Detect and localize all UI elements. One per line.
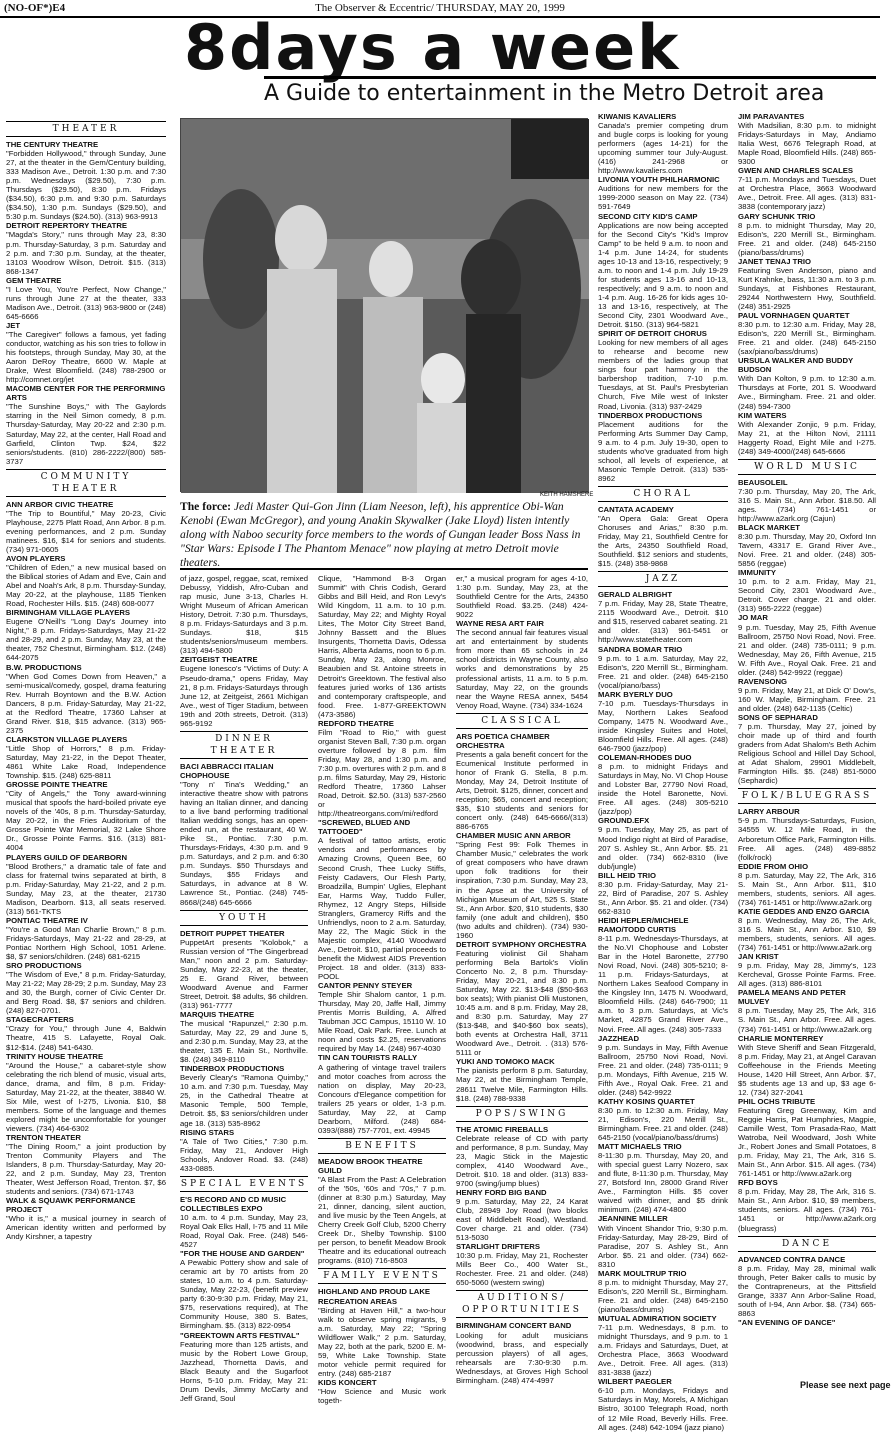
listing-entry (6, 1196, 166, 1241)
listing-entry (6, 1133, 166, 1196)
listing-entry (738, 1034, 876, 1097)
caption-rule (180, 568, 588, 570)
listing-entry (598, 112, 728, 175)
listing-text: 9 p.m. to 1 a.m. Saturday, May 22, Edison's, 220 Merrill St., Birmingham. Free. 21 and older. (248) 645-2150 (vocal/piano/bass) (598, 653, 728, 690)
listing-entry (598, 916, 728, 1034)
listing-text: 5-9 p.m. Thursdays-Saturdays, Fusion, 34555 W. 12 Mile Road, in the Arboretum Office Park, Farmington Hills. Free. All ages. (248) 489-8852 (folk/rock) (738, 816, 876, 862)
listing-text: "The Caregiver" follows a famous, yet fading conductor, watching as his son tries to follow in his footsteps, through Sunday, May 30, at the Aaron DeRoy Theatre, 6600 W. Maple at Drake, West Bloomfield. (248) 788-2900 or http://comnet.org/jet (6, 329, 166, 385)
listing-text: "Around the House," a cabaret-style show celebrating the rich blend of music, visual arts, dance, drama, and film, 8 p.m. Friday-Saturday, May 21-22, at the theater, 38840 W. Six Mile, west of I-275, Livonia. $10, $8 members. Some of the language and themes explored might be uncomfortable for younger viewers. (734) 464-6302 (6, 1060, 166, 1133)
listing-text: "Crazy for You," through June 4, Baldwin Theatre, 415 S. Lafayette, Royal Oak. $12-$14. (248) 541-6430. (6, 1024, 166, 1052)
listing-entry (456, 1125, 588, 1188)
listing-entry (456, 1057, 588, 1102)
listing-entry (738, 862, 876, 907)
listing-text: Celebrate release of CD with party and performance, 8 p.m. Sunday, May 23, Magic Stick in the Majestic complex, 4140 Woodward Ave., Detroit. $10. 18 and older. (313) 833-9700 (swing/jump blues) (456, 1133, 588, 1188)
column-2 (180, 574, 308, 1403)
listing-entry (738, 257, 876, 311)
listing-entry (598, 1142, 728, 1214)
listing-name: TRINITY HOUSE THEATRE (6, 1051, 104, 1061)
listing-name: JANET TENAJ TRIO (738, 256, 812, 266)
listing-entry (598, 1214, 728, 1268)
listing-name: "FOR THE HOUSE AND GARDEN" (180, 1249, 305, 1259)
listing-entry (318, 574, 446, 719)
listing-text: "Forbidden Hollywood," through Sunday, June 27, at the theater in the Gem/Century building, 333 Madison Ave., Detroit. 1:30 p.m. and 7:30 p.m. Wednesdays ($29.50), 7:30 p.m. Thursdays ($29.50), 8:30 p.m. Fridays ($34.50), 6:30 p.m. and 9:30 p.m. Saturdays ($34.50), 1:30 p.m. Sundays ($29.50), and 5:30 p.m. Sundays ($24.50). (313) 963-9913 (6, 149, 166, 222)
listing-name: SONS OF SEPHARAD (738, 713, 818, 722)
listing-entry (6, 140, 166, 221)
listing-name: CANTOR PENNY STEYER (318, 981, 413, 991)
listing-name: RAVENSONG (738, 676, 787, 686)
column-1 (6, 118, 166, 1390)
listing-entry (738, 478, 876, 523)
listing-text: "Children of Eden," a new musical based on the Biblical stories of Adam and Eve, Cain and Abel and Noah's Ark, 8 p.m. Thursday-Sunday, May 20-22, at the playhouse, 1185 Tienken Road, Rochester Hills. $15. (248) 608-0077 (6, 563, 166, 609)
listing-name: BILL HEID TRIO (598, 870, 656, 880)
listing-entry (738, 1178, 876, 1232)
listing-text: "The Trip to Bountiful," May 20-23, Civic Playhouse, 2275 Platt Road, Ann Arbor. 8 p.m. evening performances, and 2 p.m. Sunday matinees. $16, $14 for seniors and students. (734) 971-0605 (6, 508, 166, 554)
listing-entry (180, 1010, 308, 1064)
listing-entry (738, 713, 876, 785)
listing-name: BLACK MARKET (738, 523, 800, 533)
listing-name: CANTATA ACADEMY (598, 504, 674, 514)
listing-entry (6, 663, 166, 735)
listing-name: CHAMBER MUSIC ANN ARBOR (456, 831, 571, 841)
listing-entry (318, 818, 446, 981)
listing-text: Canada's premier competing drum and bugle corps is looking for young performers (ages 14-21) for the upcoming summer tour July-August. (416) 241-2968 or http://www.kavaliers.com (598, 121, 728, 176)
listing-entry (6, 961, 166, 1015)
listing-text: With Steve Sheriff and Sean Fitzgerald, 8 p.m. Friday, May 21, at Angel Caravan Coffeehouse in the Friends Meeting House, 1420 Hill Street, Ann Arbor. $7, $5 students age 13 and up, $3 age 6-12. (734) 327-2041 (738, 1042, 876, 1097)
listing-name: KIDS KONCERT (318, 1377, 377, 1387)
listing-name: COLEMAN-RHODES DUO (598, 753, 692, 763)
listing-text: 10 p.m. to 2 a.m. Friday, May 21, Second City, 2301 Woodward Ave., Detroit. Cover charge. 21 and older. (313) 965-2222 (reggae) (738, 577, 876, 614)
listing-entry (318, 1157, 446, 1266)
listing-name: STAGECRAFTERS (6, 1015, 74, 1025)
listing-name: CLARKSTON VILLAGE PLAYERS (6, 734, 128, 744)
listing-text: The pianists perform 8 p.m. Saturday, May 22, at the Birmingham Temple, 28611 Twelve Mile, Farmington Hills. $18. (248) 788-9338 (456, 1066, 588, 1103)
listing-name: E'S RECORD AND CD MUSIC COLLECTIBLES EXPO (180, 1194, 287, 1213)
photo-caption (180, 500, 588, 569)
listing-name: JO MAR (738, 613, 768, 623)
column-5 (598, 112, 728, 1432)
movie-still-illustration (181, 119, 589, 493)
listing-text: "How Science and Music work togeth- (318, 1386, 446, 1406)
listing-text: With Vincent Shandor Trio, 9:30 p.m. Friday-Saturday, May 28-29, Bird of Paradise, 207 S. Ashley St., Ann Arbor. $5. 21 and older. (734) 662-8310 (598, 1223, 728, 1269)
listing-name: JAZZHEAD (598, 1033, 640, 1043)
listing-entry (6, 1052, 166, 1133)
listing-text: 8 p.m. to midnight Fridays and Saturdays in May, No. VI Chop House and Lobster Bar, 27790 Novi Road, inside the Hotel Baronette, Novi. Free. All ages. (248) 305-5210 (jazz/pop) (598, 762, 728, 817)
listing-text: 8-11 p.m. Wednesdays-Thursdays, at the No.VI Chophouse and Lobster Bar in the Hotel Baronette, 27790 Novi Road, Novi. (248) 305-5210; 8-11 p.m. Fridays-Saturdays, at Northern Lakes Seafood Company in the Kingsley Inn, 1475 N. Woodward, Bloomfield Hills. (248) 646-7900; 11 a.m. to 3 p.m. Saturdays, at Vic's Market, 42875 Grand River Ave., Novi. Free. All ages. (248) 305-7333 (598, 934, 728, 1034)
listing-name: DETROIT PUPPET THEATER (180, 928, 285, 938)
section-heading: JAZZ (598, 571, 728, 587)
listing-name: THE ATOMIC FIREBALLS (456, 1124, 549, 1134)
listing-name: DETROIT SYMPHONY ORCHESTRA (456, 939, 587, 949)
masthead-rule (264, 76, 876, 79)
listing-name: JEANNINE MILLER (598, 1214, 668, 1224)
caption-lead: The force: (180, 500, 231, 513)
listing-text: PuppetArt presents "Kolobok," a Russian version of "The Gingerbread Man," noon and 2 p.m. Saturday-Sunday, May 22-23, at the theater, 25 E. Grand River, between Woodward Avenue and Farmer Street, Detroit. $8 adults, $6 children. (313) 961-7777 (180, 937, 308, 1010)
section-heading: YOUTH (180, 910, 308, 926)
section-heading: CLASSICAL (456, 713, 588, 729)
listing-name: RFD BOYS (738, 1178, 778, 1188)
star-wars-photo (180, 118, 588, 492)
listing-entry (738, 568, 876, 613)
section-heading: COMMUNITY THEATER (6, 469, 166, 497)
listing-text: Auditions for new members for the 1999-2000 season on May 22. (734) 591-7649 (598, 184, 728, 212)
listing-name: GWEN AND CHARLES SCALES (738, 166, 854, 176)
listing-text: Beverly Cleary's "Ramona Quimby," 10 a.m. and 7:30 p.m. Tuesday, May 25, in the Cathedral Theatre at Masonic Temple, 500 Temple, Detroit. $5, $3 seniors/children under age 18. (313) 535-8962 (180, 1073, 308, 1128)
listing-entry (598, 1377, 728, 1431)
section-heading: POPS/SWING (456, 1106, 588, 1122)
listing-text: 9 p.m. Sundays in May, Fifth Avenue Ballroom, 25750 Novi Road, Novi. Free. 21 and older. (248) 735-0111; 9 p.m. Mondays, Fifth Avenue, 215 W. Fifth Ave., Royal Oak. Free. 21 and older. (248) 542-9922 (598, 1042, 728, 1097)
page-code: (NO-OF*)E4 (4, 2, 66, 14)
listing-entry (6, 1015, 166, 1051)
listing-text: Eugene Ionesco's "Victims of Duty: A Pseudo-drama," opens Friday, May 21, 8 p.m. Fridays-Saturdays through June 12, at Zeitgeist, 2661 Michigan Ave., west of Tiger Stadium, between 19th and 20th streets, Detroit. (313) 965-9192 (180, 664, 308, 728)
listing-text: 7-11 p.m. Wednesdays, 8 p.m. to midnight Thursdays, and 9 p.m. to 1 a.m. Fridays and Saturdays, Duet, at Orchestra Place, 3663 Woodward Ave., Detroit. Free. All ages. (313) 831-3838 (jazz) (598, 1323, 728, 1378)
listing-name: CHARLIE MONTERREY (738, 1033, 824, 1043)
listing-text: With Dan Kolton, 9 p.m. to 12:30 a.m. Thursdays at Forte, 201 S. Woodward Ave., Birmingham. Free. 21 and older. (248) 594-7300 (738, 374, 876, 411)
listing-name: GROUND.EFX (598, 816, 650, 826)
listing-entry (456, 574, 588, 619)
listing-text: Placement auditions for the Performing Arts Summer Day Camp, 9 a.m. to 4 p.m. July 19-30, open to students who've graduated from high school, all levels of experience, at Masonic Temple Detroit. (313) 535-8962 (598, 419, 728, 483)
section-heading: CHORAL (598, 486, 728, 502)
listing-entry (180, 1128, 308, 1173)
listing-entry (180, 1249, 308, 1330)
listing-name: LARRY ARBOUR (738, 807, 800, 817)
listing-text: 8-11:30 p.m. Thursday, May 20, and with special guest Larry Nozero, sax and flute, 8-11:30 p.m. Thursday, May 27, Botsford Inn, 28000 Grand River Ave., Farmington Hills. $5 cover waived with dinner, and $5 drink minimum. (248) 474-4800 (598, 1151, 728, 1215)
listing-name: SRO PRODUCTIONS (6, 961, 82, 971)
listing-text: 8 p.m. Friday, May 28, The Ark, 316 S. Main St., Ann Arbor. $10, $9 members, students, seniors. All ages. (734) 761-1451 or http://www.a2ark.org (bluegrass) (738, 1187, 876, 1233)
listing-entry (598, 871, 728, 916)
listing-name: WALK & SQUAWK PERFORMANCE PROJECT (6, 1196, 136, 1215)
listing-text: "The Sunshine Boys," with The Gaylords starring in the Neil Simon comedy, 8 p.m. Thursday-Saturday, May 20-22 and 2:30 p.m. Saturday, May 22, at the center, Hall Road and Garfield, Clinton Twp. $24, $22 seniors/students. (810) 286-2222/(800) 585-3737 (6, 402, 166, 466)
listing-entry (6, 500, 166, 554)
listing-text: "Who it is," a musical journey in search of American identity written and performed by Andy Kirshner, a tapestry (6, 1214, 166, 1242)
listing-text: "Tony n' Tina's Wedding," an interactive theatre show with patrons having an Italian dinner, and dancing to a live band performing traditional Italian wedding songs, has an open-ended run, at the restaurant, 40 W. Pike St., Pontiac. 7:30 p.m. Thursdays-Fridays, 4:30 p.m. and 9 p.m. Saturdays, and 2 p.m. and 6:30 p.m. Sundays. $50 Thursdays and Sundays, $55 Fridays and Saturdays, in advance at 8 W. Lawrence St., Pontiac. (248) 745-8668/(248) 645-6666 (180, 779, 308, 907)
listing-text: er," a musical program for ages 4-10, 1:30 p.m. Sunday, May 23, at the Southfield Centre for the Arts, 24350 Southfield Road. $3.25. (248) 424-9022 (456, 574, 588, 620)
listing-text: of jazz, gospel, reggae, scat, remixed Debussy, Yiddish, Afro-Cuban and rap music, June 3-13, Charles H. Wright Museum of African American History, Detroit. 7:30 p.m. Thursdays, 8 p.m. Fridays-Saturdays and 3 p.m. Sundays. $18, $15 students/seniors/museum members. (313) 494-5800 (180, 574, 308, 656)
column-3 (318, 574, 446, 1406)
listing-text: 9 p.m. Tuesday, May 25, as part of Mood Indigo night at Bird of Paradise, 207 S. Ashley St., Ann Arbor. $5. 21 and older. (734) 662-8310 (live dub/jungle) (598, 825, 728, 871)
listing-name: HENRY FORD BIG BAND (456, 1187, 547, 1197)
masthead-title: 8days a week (184, 11, 681, 84)
listing-name: MUTUAL ADMIRATION SOCIETY (598, 1314, 717, 1323)
listing-text: 7:30 p.m. Thursday, May 20, The Ark, 316 S. Main St., Ann Arbor. $18.50. All ages. (734) 761-1451 or http://www.a2ark.org (Cajun) (738, 486, 876, 523)
listing-name: MACOMB CENTER FOR THE PERFORMING ARTS (6, 384, 166, 403)
listing-text: With Madsilian, 8:30 p.m. to midnight Fridays-Saturdays in May, Andiamo Italia West, 6676 Telegraph Road, at Maple Road, Bloomfield Hills. (248) 865-9300 (738, 121, 877, 167)
listing-entry (738, 166, 876, 211)
column-6 (738, 112, 876, 1378)
listing-entry (738, 807, 876, 861)
listing-entry (318, 1378, 446, 1405)
listing-name: ARS POETICA CHAMBER ORCHESTRA (456, 731, 550, 750)
listing-entry (598, 590, 728, 644)
listing-text: Applications are now being accepted for the Second City's "Kid's Improv Camp" to be held 9 a.m. to noon and 1-4 p.m. June 14-24, for students ages 10-13 and 13-16, respectively; 9 a.m. to noon and 1-4 p.m. July 19-29 for students ages 13-16 and 10-13, respectively; and 9 a.m. to noon and 1-4 p.m. Aug. 16-26 for kids ages 10-13 and 13-16, respectively, at The Second City, 2301 Woodward Ave., Detroit. $150. (313) 964-5821 (598, 220, 728, 330)
listing-text: Clique, "Hammond B-3 Organ Summit" with Chris Codish, Gerard Gibbs and Bill Heid, and Ron Levy's Wild Kingdom, 11 a.m. to 10 p.m. Saturday, May 22; and Mighty Royal Lites, The Motor City Street Band, Johnny Bassett and the Blues Insurgents, Thornetta Davis, Odessa Harris, Alberta Adams, noon to 6 p.m. Sunday, May 23, along Monroe, Beaubien and St. Antoine streets in Detroit's Greektown. The festival also features juried works of 136 artists and contemporary craftspeople, and food. Free. 1-877-GREEKTOWN (473-3586) (318, 574, 446, 719)
listing-entry (180, 929, 308, 1010)
listing-text: "An Opera Gala: Great Opera Choruses and Arias," 8:30 p.m. Friday, May 21, Southfield Centre for the Arts, 24350 Southfield Road, Southfield. $12 seniors and students, $15. (248) 358-9868 (598, 513, 728, 569)
listing-name: KATHY KOSINS QUARTET (598, 1096, 695, 1106)
listing-entry (456, 619, 588, 709)
listing-text: Featuring violinist Gil Shaham performing Bela Bartok's Violin Concerto No. 2, 8 p.m. Thursday-Friday, May 20-21, and 8:30 p.m. Saturday, May 22. $13-$48 ($50-$63 box seats); With pianist Olli Mustonen, 10:45 a.m. and 8 p.m. Friday, May 28, and 8:30 p.m. Saturday, May 27 ($13-$48, and $40-$60 box seats), both events at Orchestra Hall, 3711 Woodward Ave., Detroit. . (313) 576-5111 or (456, 948, 588, 1058)
listing-text: Featuring more than 125 artists, and music by the Robert Lowe Group, Jazzhead, Thornetta Davis, and Black Beauty and the Sugarfoot Horns, 5-10 p.m. Friday, May 21: Drum Devils, Jimmy McCarty and Jeff Grand, Soul (180, 1339, 308, 1403)
listing-entry (318, 1287, 446, 1377)
listing-text: 8 p.m. Saturday, May 22, The Ark, 316 S. Main St., Ann Arbor. $11, $10 members, students, seniors. All ages. (734) 761-1451 or http://www.a2ark.org (738, 870, 876, 907)
listing-entry (180, 1195, 308, 1249)
listing-name: EDDIE FROM OHIO (738, 861, 809, 871)
section-heading: SPECIAL EVENTS (180, 1176, 308, 1192)
listing-name: GROSSE POINTE THEATRE (6, 780, 108, 790)
listing-entry (6, 916, 166, 961)
listing-entry (738, 907, 876, 952)
listing-name: KATIE GEDDES AND ENZO GARCIA (738, 906, 870, 916)
listing-name: THE CENTURY THEATRE (6, 140, 99, 149)
listing-name: BIRMINGHAM VILLAGE PLAYERS (6, 608, 131, 618)
masthead-subtitle: A Guide to entertainment in the Metro Detroit area (264, 81, 825, 106)
listing-text: 6-10 p.m. Mondays, Fridays and Saturdays in May, Morels, A Michigan Bistro, 30100 Telegraph Road, north of 12 Mile Road, Beverly Hills. Free. All ages. (248) 642-1094 (jazz piano) (598, 1386, 728, 1432)
listing-name: KIM WATERS (738, 410, 787, 420)
listing-name: B.W. PRODUCTIONS (6, 662, 82, 672)
listing-name: PLAYERS GUILD OF DEARBORN (6, 852, 128, 862)
section-heading: DANCE (738, 1236, 876, 1252)
listing-name: MEADOW BROOK THEATRE GUILD (318, 1156, 423, 1175)
listing-text: 8 p.m. Wednesday, May 26, The Ark, 316 S. Main St., Ann Arbor. $10, $9 members, students, seniors. All ages. (734) 761-1451 or http://www.a2ark.org (738, 915, 876, 953)
listing-entry (738, 523, 876, 568)
listing-name: "SCREWED, BLUED AND TATTOOED" (318, 818, 411, 837)
listing-entry (738, 311, 876, 356)
listing-name: TINDERBOX PRODUCTIONS (598, 410, 703, 420)
listing-text: "You're a Good Man Charlie Brown," 8 p.m. Fridays-Saturdays, May 21-22 and 28-29, at Pontiac Northern High School, 1051 Arlene. $8, $7 seniors/children. (248) 681-6215 (6, 924, 166, 962)
listing-name: LIVONIA YOUTH PHILHARMONIC (598, 175, 720, 185)
listing-entry (6, 780, 166, 852)
listing-text: 10 a.m. to 4 p.m. Sunday, May 23, Royal Oak Elks Hall, I-75 and 11 Mile Road, Royal Oak. Free. (248) 546-4527 (180, 1212, 308, 1250)
listing-entry (598, 690, 728, 753)
listing-name: AVON PLAYERS (6, 553, 66, 563)
listing-entry (456, 732, 588, 832)
listing-entry (598, 1034, 728, 1097)
listing-name: MATT MICHAELS TRIO (598, 1142, 682, 1152)
listing-text: 9 p.m. Tuesday, May 25, Fifth Avenue Ballroom, 25750 Novi Road, Novi. Free. 21 and older. (248) 735-0111; 9 p.m. Wednesday, May 26, Fifth Avenue, 215 W. Fifth Ave., Royal Oak. Free. 21 and older. (248) 542-9922 (reggae) (738, 622, 876, 677)
listing-text: 8:30 p.m. to 12:30 a.m. Friday, May 28, Edison's, 220 Merrill St., Birmingham. Free. 21 and older. (248) 645-2150 (sax/piano/bass/drums) (738, 320, 876, 357)
listing-text: 8 p.m. to midnight Thursday, May 20, Edison's, 220 Merrill St., Birmingham. Free. 21 and older. (248) 645-2150 (piano/bass/drums) (738, 220, 876, 257)
listing-text: A Pewabic Pottery show and sale of ceramic art by 70 artists from 20 states, 10 a.m. to 4 p.m. Saturday-Sunday, May 22-23, (benefit preview party 6:30-9:30 p.m. Friday, May 21, $75, reservations required), at The Community House, 380 S. Bates, Birmingham. $5. (313) 822-0954 (180, 1258, 308, 1331)
listing-entry (180, 1064, 308, 1127)
listing-text: A gathering of vintage travel trailers and motor coaches from across the nation on display, May 20-23, Concours d'Elegance competition for trailers 25 years or older, 1-3 p.m. Saturday, May 22, at Camp Dearborn, Milford. (248) 684-0393/(888) 757-7701, ext. 49945 (318, 1062, 446, 1135)
listing-text: "A Blast From the Past: A Celebration of the '50s, '60s and '70s," 7 p.m. (dinner at 8:30 p.m.) Saturday, May 21, dinner, dancing, silent auction, and live music by the Teen Angels, at Cherry Creek Golf Club, 5200 Cherry Creek Dr., Shelby Township. $100 per person, to benefit Meadow Brook Theatre and its educational outreach programs. (810) 716-8503 (318, 1175, 446, 1266)
listing-name: GERALD ALBRIGHT (598, 590, 673, 600)
listing-text: Film "Road to Rio," with guest organist Steven Ball, 7:30 p.m. organ overture followed by 8 p.m. film Friday, May 28, and 1:30 p.m. and 7:30 p.m. overtures with 2 p.m. and 8 p.m. films Saturday, May 29, Historic Redford Theatre, 17360 Lahser Road, Detroit. $2.50. (313) 537-2560 or http://theatreorgans.com/mi/redford (318, 727, 446, 819)
listing-text: "The Wisdom of Eve," 8 p.m. Friday-Saturday, May 21-22; May 28-29; 2 p.m. Sunday, May 23 and 30, the Burgh, corner of Civic Center Dr. and Berg Road. $8, $7 seniors and children. (248) 827-0701. (6, 970, 166, 1016)
listing-entry (6, 608, 166, 662)
listing-entry (6, 735, 166, 780)
listing-entry (598, 1314, 728, 1377)
listing-text: Featuring Greg Greenway, Kim and Reggie Harris, Pat Humphries, Magpie, Camille West, Tom Prasada-Rao, Matt Watroba, Neil Woodward, Josh White Jr., Robert Jones and Small Potatoes, 8 p.m. Friday, May 21, The Ark, 316 S. Main St., Ann Arbor. $15. All ages. (734) 761-1451 or http://www.a2ark.org (738, 1105, 876, 1179)
listing-text: 8 p.m. Tuesday, May 25, The Ark, 316 S. Main St., Ann Arbor. Free. All ages. (734) 761-1451 or http://www.a2ark.org (738, 1006, 876, 1034)
listing-name: HIGHLAND AND PROUD LAKE RECREATION AREAS (318, 1287, 431, 1306)
listing-entry (598, 1269, 728, 1314)
listing-name: PAMELA MEANS AND PETER MULVEY (738, 988, 846, 1007)
listing-name: PAUL VORNHAGEN QUARTET (738, 311, 850, 321)
listing-entry (598, 329, 728, 410)
listing-entry (738, 356, 876, 410)
listing-entry (6, 276, 166, 321)
listing-name: BIRMINGHAM CONCERT BAND (456, 1321, 572, 1331)
listing-entry (738, 613, 876, 676)
listing-name: PHIL OCHS TRIBUTE (738, 1096, 816, 1106)
listing-name: MARK BYERLY DUO (598, 689, 673, 699)
listing-text: 8:30 p.m. to 12:30 a.m. Friday, May 21, Edison's, 220 Merrill St., Birmingham. Free. 21 and older. (248) 645-2150 (vocal/piano/bass/drums) (598, 1105, 728, 1143)
newspaper-dateline: The Observer & Eccentric/ THURSDAY, MAY 20, 1999 (315, 2, 565, 14)
listing-entry (738, 1097, 876, 1178)
listing-text: 10:30 p.m. Friday, May 21, Rochester Mills Beer Co., 400 Water St., Rochester. Free. 21 and older. (248) 650-5060 (western swing) (456, 1251, 588, 1288)
listing-text: "Little Shop of Horrors," 8 p.m. Friday-Saturday, May 21-22, in the Depot Theater, 4861 White Lake Road, Independence Township. $15. (248) 625-8811 (6, 743, 166, 781)
listing-name: WILBERT PAEGLER (598, 1377, 672, 1387)
listing-entry (180, 762, 308, 907)
listing-entry (6, 853, 166, 916)
listing-text: 8 p.m. Friday, May 28, minimal walk through, Peter Baker calls to music by the Contrapreneurs, at the Pittsfield Grange, 3337 Ann Arbor-Saline Road, south of I-94, Ann Arbor. $8. (734) 665-8863 (738, 1263, 876, 1318)
listing-entry (6, 384, 166, 465)
section-heading: AUDITIONS/ OPPORTUNITIES (456, 1290, 588, 1318)
listing-entry (598, 753, 728, 816)
listing-entry (6, 554, 166, 608)
listing-name: ANN ARBOR CIVIC THEATRE (6, 499, 114, 509)
listing-text: 8:30 p.m. Friday-Saturday, May 21-22, Bird of Paradise, 207 S. Ashley St., Ann Arbor. $5. 21 and older. (734) 662-8310 (598, 879, 728, 916)
section-heading: THEATER (6, 121, 166, 137)
listing-entry (598, 175, 728, 211)
listing-text: The second annual fair features visual art and entertainment by students from more than 65 schools in 24 school districts in Wayne County, also works and demonstrations by 25 professional artists, 11 a.m. to 5 p.m. Saturday, May 22, on the grounds near the Wayne RESA annex, 5454 Venoy Road, Wayne. (734) 334-1624 (456, 628, 588, 710)
listing-entry (6, 321, 166, 384)
listing-name: GEM THEATRE (6, 275, 62, 285)
listing-text: 8:30 p.m. Thursday, May 20, Oxford Inn Tavern, 43317 E. Grand River Ave., Novi. Free. 21 and older. (248) 305-5856 (reggae) (738, 532, 876, 569)
listing-name: JET (6, 320, 21, 330)
listing-name: RISING STARS (180, 1127, 235, 1137)
continued-note: Please see next page (800, 1380, 891, 1390)
listing-entry (456, 1321, 588, 1384)
listing-text: 9 p.m. Friday, May 28, Jimmy's, 123 Kercheval, Grosse Pointe Farms. Free. All ages. (313) 886-8101 (738, 961, 876, 989)
listing-text: "Birding at Haven Hill," a two-hour walk to observe spring migrants, 9 a.m. Saturday, May 22; "Spring Wildflower Walk," 2 p.m. Saturday, May 22, both at the park, 5200 E. M-59, White Lake Township. State motor vehicle permit required for entry. (248) 685-2187 (318, 1305, 446, 1378)
listing-name: GARY SCHUNK TRIO (738, 211, 816, 221)
listing-text: Featuring Sven Anderson, piano and Kurt Krahnke, bass, 11:30 a.m. to 3 p.m. Sundays, at Fishbones Restaurant, 29244 Northwestern Hwy, Southfield. (248) 351-2925 (738, 265, 876, 311)
listing-entry (738, 952, 876, 988)
listing-entry (456, 1188, 588, 1242)
listing-text: "City of Angels," the Tony award-winning musical that spoofs the hard-boiled private eye novels of the '40s, 8 p.m. Thursday-Saturday, May 20-22, in the Fries Auditorium of the Grosse Pointe War Memorial, 32 Lake Shore Dr., Grosse Pointe Farms. $16. (313) 881-4004 (6, 789, 166, 853)
listing-entry (456, 940, 588, 1058)
listing-entry (598, 816, 728, 870)
listing-text: 7-10 p.m. Tuesdays-Thursdays in May, Northern Lakes Seafood Company, 1475 N. Woodward Ave., inside Kingsley Suites and Hotel, Bloomfield Hills. Free. All ages. (248) 646-7900 (jazz/pop) (598, 698, 728, 754)
listing-text: "Spring Fest 99: Folk Themes in Chamber Music," celebrates the work of great composers who have drawn upon folk traditions for their inspiration, 7:30 p.m. Sunday, May 23, in the Apse at the University of Michigan Museum of Art, 525 S. State St., Ann Arbor. $20, $10 students, $30 family (one adult and children), $50 (two adults and children). (734) 930-1960 (456, 840, 588, 940)
listing-entry (738, 212, 876, 257)
listing-entry (6, 221, 166, 275)
listing-name: JAN KRIST (738, 952, 779, 962)
listing-entry (738, 112, 876, 166)
listing-text: Looking for new members of all ages to rehearse and become new members of the ladies group that sings four part harmony in the barbershop tradition, 7-10 p.m. Tuesdays, at St. Paul's Presbyterian Church, Five Mile west of Inkster Road, Livonia. (313) 937-2429 (598, 338, 728, 411)
listing-entry (456, 831, 588, 940)
column-4 (456, 574, 588, 1390)
listing-text: "When God Comes Down from Heaven," a semi-musical/comedy, gospel, drama featuring Rev. Hurrah Boyntown and the B.W. Action Dancers, 8 p.m. Friday-Saturday, May 21-22, at the Redford Theatre, 17360 Lahser at Grand River. $18, $15 advance. (313) 965-2375 (6, 671, 166, 735)
listing-entry (318, 1053, 446, 1134)
listing-name: "GREEKTOWN ARTS FESTIVAL" (180, 1330, 300, 1340)
listing-name: TIN CAN TOURISTS RALLY (318, 1053, 418, 1063)
listing-name: BEAUSOLEIL (738, 477, 788, 487)
listing-entry (318, 981, 446, 1053)
listing-name: WAYNE RESA ART FAIR (456, 619, 544, 629)
listing-entry (180, 574, 308, 655)
listing-entry (738, 1255, 876, 1318)
listing-name: TINDERBOX PRODUCTIONS (180, 1064, 285, 1074)
listing-entry (738, 411, 876, 456)
listing-name: SECOND CITY KID'S CAMP (598, 211, 698, 221)
listing-entry (738, 988, 876, 1033)
listing-text: Presents a gala benefit concert for the Ecumenical Institute performed in honor of Frank G. Stella, 8 p.m. Monday, May 24, Detroit Institute of Arts, Detroit. $125, dinner, concert and reception; $65, concert and reception; $35, $10 students and seniors for concert only. (248) 645-6666/(313) 886-6765 (456, 749, 588, 832)
caption-text: Jedi Master Qui-Gon Jinn (Liam Neeson, left), his apprentice Obi-Wan Kenobi (Ewan McGregor), and young Anakin Skywalker (Jake Lloyd) listen intently along with Naboo security force members to the words of Gungan leader Boss Nass in "Star Wars: Episode I The Phantom Menace" now playing at metro Detroit movie theaters. (180, 500, 581, 569)
listing-name: IMMUNITY (738, 568, 777, 578)
listing-text: 9 p.m. Friday, May 21, at Dick O' Dow's, 160 W. Maple, Birmingham. Free. 21 and older. (248) 642-1135 (Celtic) (738, 685, 876, 713)
listing-name: PONTIAC THEATRE IV (6, 915, 88, 925)
listing-text: Temple Shir Shalom cantor, 1 p.m. Thursday, May 20, Jaffe Hall, Jimmy Prentis Morris Building, A. Alfred Taubman JCC Campus, 15110 W. 10 Mile Road, Oak Park. Free. Lunch at noon and costs $2.25, reservations required by May 14. (248) 967-4030 (318, 990, 446, 1054)
listing-text: "A Tale of Two Cities," 7:30 p.m. Friday, May 21, Andover High Schools, Andover Road. $3. (248) 433-0885. (180, 1136, 308, 1173)
listing-name: ZEITGEIST THEATRE (180, 655, 258, 665)
listing-text: With Alexander Zonjic, 9 p.m. Friday, May 21, at the Hilton Novi, 21111 Haggerty Road, Eight Mile and I-275. (248) 349-4000/(248) 645-6666 (738, 419, 876, 456)
listing-text: "The Dining Room," a joint production by Trenton Community Players and The Islanders, 8 p.m. Thursday-Saturday, May 20-22, and 2 p.m. Sunday, May 23, Trenton Theater, West Jefferson Road, Trenton. $7, $6 students and seniors. (734) 671-1743 (6, 1142, 166, 1197)
listing-name: SPIRIT OF DETROIT CHORUS (598, 329, 707, 339)
listing-text: 7-11 p.m. Mondays and Tuesdays, Duet at Orchestra Place, 3663 Woodward Ave., Detroit. Free. All ages. (313) 831-3838 (contemporary jazz) (738, 175, 876, 212)
listing-entry (180, 655, 308, 727)
listing-entry (738, 677, 876, 713)
listing-text: Eugene O'Neill's "Long Day's Journey into Night," 8 p.m. Fridays-Saturdays, May 21-22 and 28-29, and 2 p.m. Sunday, May 23, at the theater, 752 Chestnut, Birmingham. $12. (248) 644-2075 (6, 617, 166, 663)
listing-entry (456, 1242, 588, 1287)
listing-entry (598, 1097, 728, 1142)
listing-text: Looking for adult musicians (woodwind, brass, and especially percussion players) of all ages, rehearsals are 7:30-9:30 p.m. Wednesdays, at Groves High School Birmingham. (248) 474-4997 (456, 1330, 588, 1385)
listing-text: "Magda's Story," runs through May 23, 8:30 p.m. Thursday-Saturday, 3 p.m. Saturday and 2 p.m. and 7:30 p.m. Sunday, at the theater, 13103 Woodrow Wilson, Detroit. $15. (313) 868-1347 (6, 230, 166, 276)
listing-text: The musical "Rapunzel," 2:30 p.m. Saturday, May 22, 29 and June 5, and 2:30 p.m. Sunday, May 23, at the theater, 135 E. Main St., Northville. $8. (248) 349-8110 (180, 1019, 308, 1065)
section-heading: FOLK/BLUEGRASS (738, 788, 876, 804)
listing-name: YUKI AND TOMOKO MACK (456, 1057, 555, 1067)
listing-entry (738, 1318, 876, 1327)
listing-name: HEIDI HEPLER/MICHELE RAMO/TODD CURTIS (598, 915, 689, 934)
listing-entry (318, 719, 446, 819)
listing-name: MARK MOULTRUP TRIO (598, 1268, 687, 1278)
listing-entry (180, 1331, 308, 1403)
section-heading: BENEFITS (318, 1138, 446, 1154)
listing-text: 7 p.m. Friday, May 28, State Theatre, 2115 Woodward Ave., Detroit. $10 and $15, reserved cabaret seating. 21 and older. (313) 961-5451 or http://www.statetheater.com (598, 599, 728, 645)
listing-name: JIM PARAVANTES (738, 112, 805, 121)
listing-name: MARQUIS THEATRE (180, 1009, 255, 1019)
listing-text: A festival of tattoo artists, erotic vendors and performances by Amazing Crowns, Queen Bee, 60 Second Crush, Thee Lucky Stiffs, Feisty Cadavers, Our Flesh Party, Broadzilla, Bumpin' Uglies, Elephant Ear, Harms Way, Tuddo Fuller, Rhymez, 12 Angry Steps, Hillside Stranglers, Gramercy Riffs and the Unfriendlys, noon to 2 a.m. Saturday, May 22, The Magic Stick in the Majestic complex, 4140 Woodward Ave., Detroit. $10, partial proceeds to benefit the Midwest AIDS Prevention Project. 18 and older. (313) 833-POOL (318, 836, 446, 982)
listing-name: TRENTON THEATER (6, 1132, 81, 1142)
listing-text: 8 p.m. to midnight Thursday, May 27, Edison's, 220 Merrill St., Birmingham. Free. 21 and older. (248) 645-2150 (piano/bass/drums) (598, 1277, 728, 1314)
section-heading: FAMILY EVENTS (318, 1268, 446, 1284)
listing-name: "AN EVENING OF DANCE" (738, 1317, 836, 1327)
listing-name: BACI ABBRACCI ITALIAN CHOPHOUSE (180, 761, 274, 780)
listing-text: "Blood Brothers," a dramatic tale of fate and class for fraternal twins separated at birth, 8 p.m. Friday-Saturday, May 21-22, and 2 p.m. Sunday, May 23, at the theater, 21730 Madison, Dearborn. $13, all seats reserved. (313) 561-TKTS (6, 861, 166, 916)
listing-name: REDFORD THEATRE (318, 718, 394, 728)
listing-name: URSULA WALKER AND BUDDY BUDSON (738, 356, 854, 375)
listing-name: KIWANIS KAVALIERS (598, 112, 677, 121)
listing-name: STARLIGHT DRIFTERS (456, 1242, 540, 1252)
listing-entry (598, 645, 728, 690)
listing-name: SANDRA BOMAR TRIO (598, 644, 683, 654)
listing-entry (598, 505, 728, 568)
listing-text: 9 p.m. Saturday, May 22, 24 Karat Club, 28949 Joy Road (two blocks east of Middlebelt Road), Westland. Cover charge. 21 and older. (734) 513-5030 (456, 1197, 588, 1243)
listing-entry (598, 212, 728, 330)
listing-name: DETROIT REPERTORY THEATRE (6, 221, 128, 231)
section-masthead (180, 11, 880, 114)
section-heading: DINNER THEATER (180, 731, 308, 759)
listing-text: "I Love You, You're Perfect, Now Change," runs through June 27 at the theater, 333 Madison Ave., Detroit. (313) 963-9800 or (248) 645-6666 (6, 284, 166, 321)
section-heading: WORLD MUSIC (738, 459, 876, 475)
listing-name: ADVANCED CONTRA DANCE (738, 1254, 846, 1264)
listing-entry (598, 411, 728, 483)
listing-text: 7 p.m. Thursday, May 27, joined by choir made up of third and fourth graders from Adat Shalom's Beth Achim Religious School and Hillel Day School, at Adat Shalom, 29901 Middlebelt, Farmington Hills. $5. (248) 851-5000 (Sephardic) (738, 722, 876, 786)
photo-credit: KEITH HAMSHERE (540, 492, 594, 498)
